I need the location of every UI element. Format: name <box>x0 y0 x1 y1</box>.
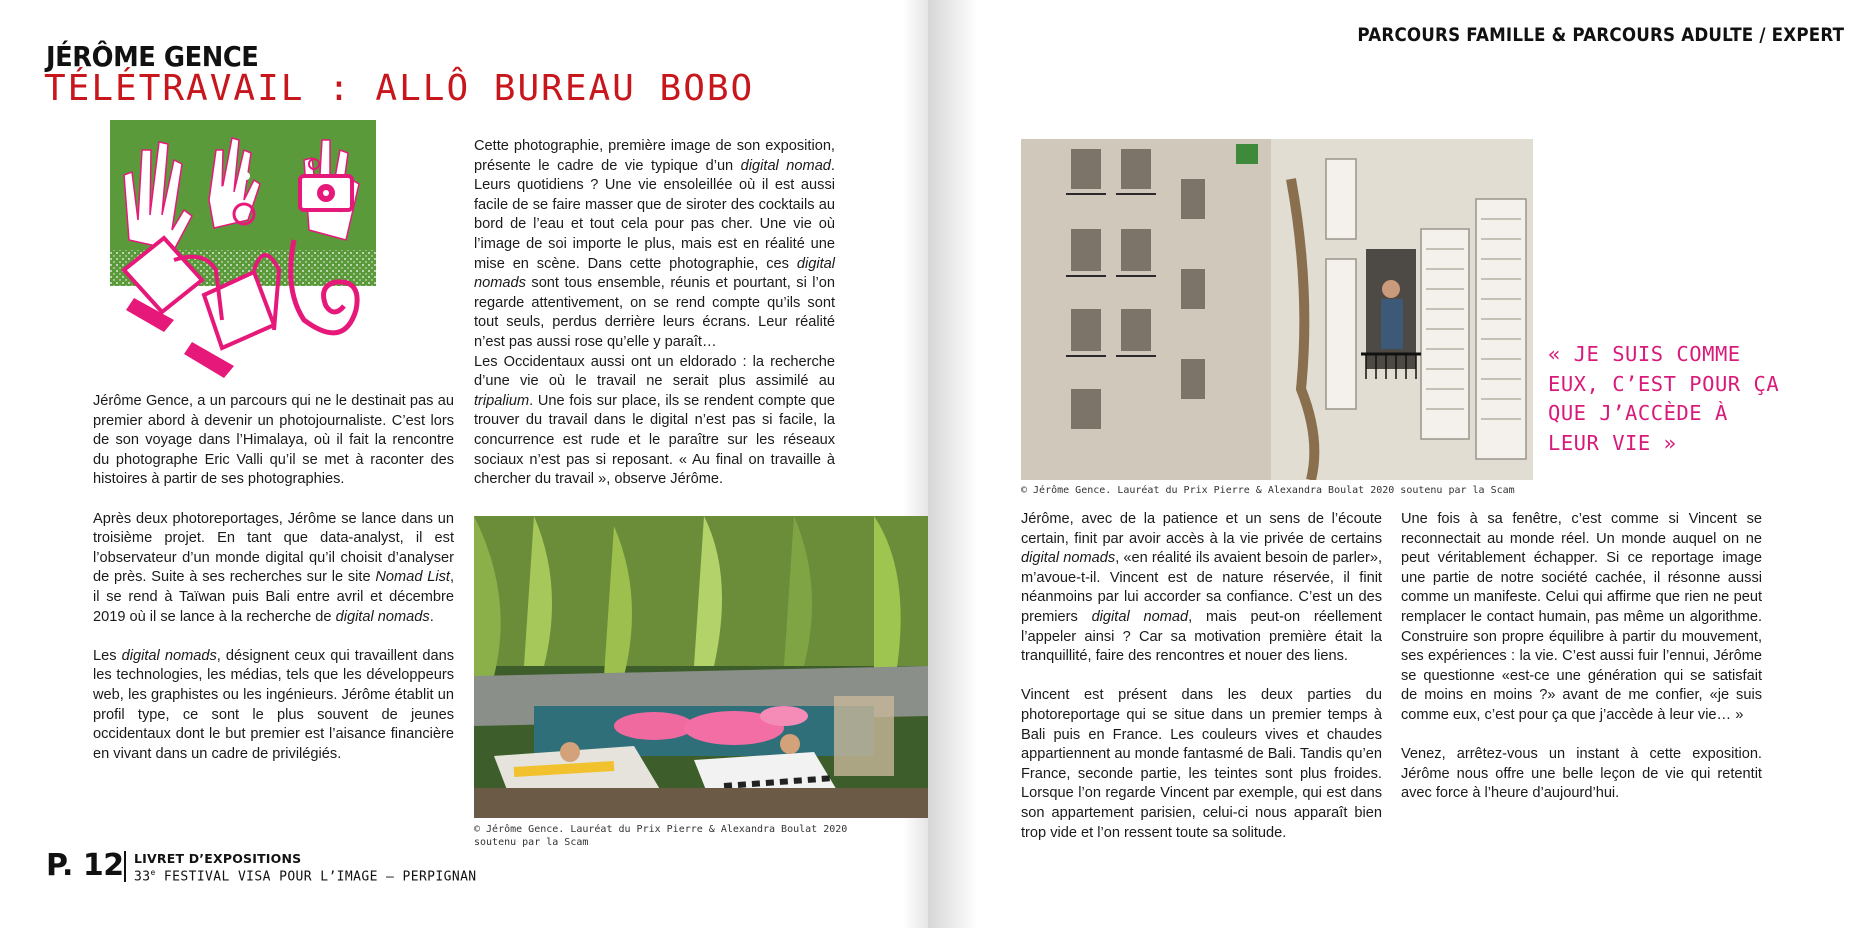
festival-edition-suffix: e <box>150 868 156 877</box>
author-name: JÉRÔME GENCE <box>46 40 259 73</box>
left-page-column-1 <box>93 392 454 784</box>
right-page-column-1 <box>1021 510 1382 863</box>
text-run: sont tous ensemble, réunis et pourtant, si l’on regarde attentivement, on se rend compte qu’ils sont tout seuls, perdus derrière leurs écrans. Leur réalité n’est pas aussi rose qu’elle y paraît… <box>474 275 835 350</box>
paragraph <box>93 647 454 765</box>
pool-photo-caption: © Jérôme Gence. Lauréat du Prix Pierre & Alexandra Boulat 2020 soutenu par la Scam <box>474 824 848 848</box>
paragraph <box>474 353 835 490</box>
text-run: , «en réalité ils avaient besoin de parler», m’avoue-t-il. Vincent est de nature réservée, il finit néanmoins par lui accorder sa confiance. C’est un des premiers <box>1021 550 1383 625</box>
text-run: Les Occidentaux aussi ont un eldorado : la recherche d’une vie où le travail ne serait plus assimilé au <box>474 353 835 390</box>
text-run: . <box>429 608 434 625</box>
right-page <box>928 0 1856 928</box>
folio-divider <box>124 851 126 882</box>
section-header: PARCOURS FAMILLE & PARCOURS ADULTE / EXPERT <box>1357 24 1844 46</box>
text-run: , désignent ceux qui travaillent dans les technologies, les médias, tels que les développeurs web, les graphistes ou les ingénieurs. Jérôme établit un profil type, ce sont le plus souvent de jeunes occidentaux dont le but premier est l’aisance financière en vivant dans un cadre de privilégiés. <box>93 647 454 762</box>
paragraph <box>1021 686 1382 843</box>
italic-run: digital nomads <box>121 647 217 664</box>
italic-run: digital nomad <box>1091 608 1189 625</box>
text-run: . Une fois sur place, ils se rendent compte que trouver du travail dans le digital n’est pas si facile, la concurrence est rude et le paraître sur les réseaux sociaux n’est pas si reposant. « Au final on travaille à chercher du travail », observe Jérôme. <box>474 392 835 488</box>
photo-paris-courtyard <box>1021 139 1533 480</box>
festival-edition: 33 <box>134 869 151 885</box>
festival-label <box>134 868 477 884</box>
paragraph <box>474 137 835 353</box>
text-run: Les <box>93 647 122 664</box>
text-run: Jérôme Gence, a un parcours qui ne le destinait pas au premier abord à devenir un photojournaliste. C’est lors de son voyage dans l’Himalaya, où il fait la rencontre du photographe Eric Valli qu’il se met à raconter des histoires à partir de ses photographies. <box>93 393 454 488</box>
booklet-label: LIVRET D’EXPOSITIONS <box>134 851 302 866</box>
paragraph <box>1401 745 1762 804</box>
photo-pool-party <box>474 516 928 818</box>
text-run: Une fois à sa fenêtre, c’est comme si Vincent se reconnectait au monde réel. Un monde auquel on ne peut véritablement échapper. Si ce reportage image une partie de notre société cachée, il résonne aussi comme un manifeste. Celui qui affirme que rien ne peut remplacer le contact humain, pas même un algorithme. Construire son propre équilibre à partir du mouvement, ses expériences : la vie. C’est aussi fuir l’ennui, Jérôme se questionne «est-ce une génération qui se satisfait de moins en moins ?» avant de me confier, «je suis comme eux, c’est pour ça que j’accède à leur vie… » <box>1401 511 1762 723</box>
italic-run: digital nomad <box>740 157 831 174</box>
left-page-column-2 <box>474 137 835 490</box>
paragraph <box>1021 510 1382 667</box>
festival-name: FESTIVAL VISA POUR L’IMAGE – PERPIGNAN <box>155 869 477 885</box>
italic-run: Nomad List <box>375 569 450 586</box>
text-run: Cette photographie, première image de son exposition, présente le cadre de vie typique d’un <box>474 138 835 174</box>
italic-run: digital nomads <box>474 255 835 292</box>
text-run: , mais peut-on réellement l’appeler ainsi ? Car sa motivation première était la tranquillité, faire des rencontres et nouer des liens. <box>1021 608 1382 665</box>
paragraph <box>1401 510 1762 726</box>
illustration-hands-laptops <box>104 120 382 388</box>
paragraph <box>93 392 454 490</box>
text-run: Après deux photoreportages, Jérôme se lance dans un troisième projet. En tant que data-analyst, il est l’observateur d’un monde digital qu’il choisit d’analyser de près. Suite à ses recherches sur le site <box>93 510 454 586</box>
italic-run: tripalium <box>474 392 530 409</box>
article-title: TÉLÉTRAVAIL : ALLÔ BUREAU BOBO <box>44 68 755 109</box>
page-number: P. 12 <box>46 848 124 883</box>
text-run: . Leurs quotidiens ? Une vie ensoleillée où il est aussi facile de se faire masser que de siroter des cocktails au bord de l’eau et tout cela pour pas cher. Une vie où l’image de soi importe le plus, mais est en réalité une mise en scène. Dans cette photographie, ces <box>474 157 835 272</box>
text-run: , il se rend à Taïwan puis Bali entre avril et décembre 2019 où il se lance à la recherche de <box>93 569 454 625</box>
paragraph <box>93 510 454 628</box>
right-page-column-2 <box>1401 510 1762 824</box>
text-run: Vincent est présent dans les deux parties du photoreportage qui se situe dans un premier temps à Bali puis en France. Les couleurs vives et chaudes appartiennent au monde fantasmé de Bali. Tandis qu’en France, seconde partie, les teintes sont plus froides. Lorsque l’on regarde Vincent par exemple, qui est dans son appartement parisien, celui-ci nous apparaît bien trop vide et l’on ressent toute sa solitude. <box>1021 687 1382 841</box>
italic-run: digital nomads <box>1021 550 1116 567</box>
gutter-shadow-right <box>928 0 978 928</box>
pull-quote: « JE SUIS COMME EUX, C’EST POUR ÇA QUE J’ACCÈDE À LEUR VIE » <box>1548 342 1780 455</box>
text-run: Jérôme, avec de la patience et un sens de l’écoute certain, finit par avoir accès à la vie privée de certains <box>1021 511 1382 547</box>
text-run: Venez, arrêtez-vous un instant à cette exposition. Jérôme nous offre une belle leçon de vie qui retentit avec force à l’heure d’aujourd’hui. <box>1401 746 1762 802</box>
italic-run: digital nomads <box>335 608 430 625</box>
courtyard-photo-caption: © Jérôme Gence. Lauréat du Prix Pierre & Alexandra Boulat 2020 soutenu par la Scam <box>1021 485 1515 496</box>
